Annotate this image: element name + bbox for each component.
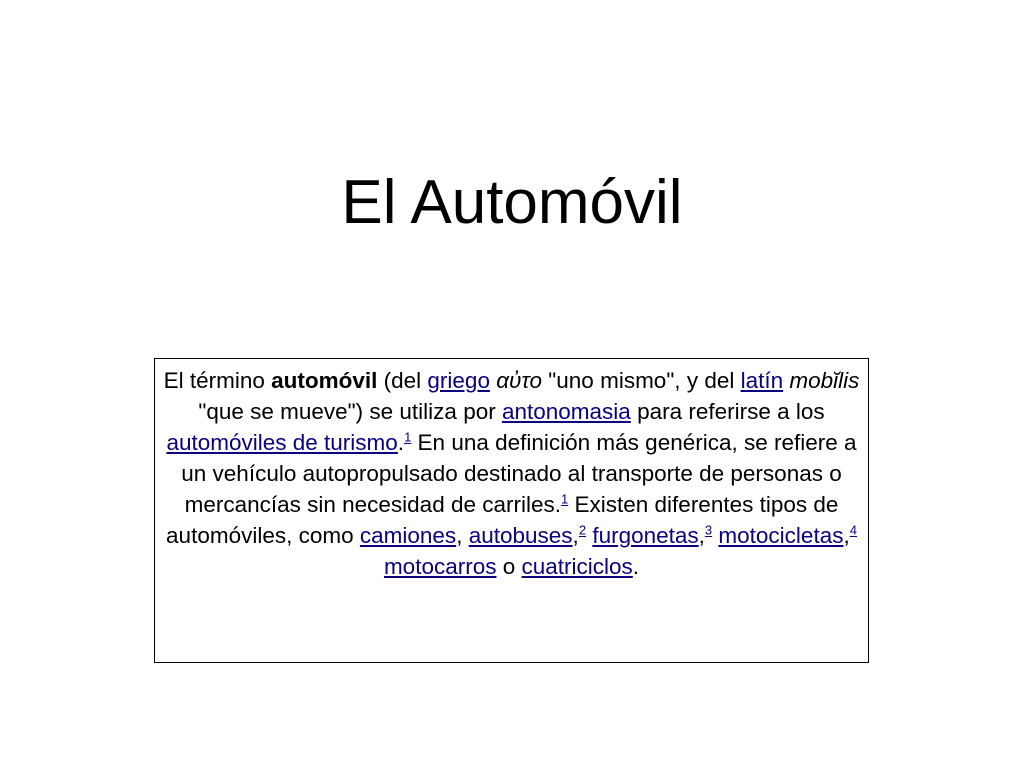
link-antonomasia[interactable]: antonomasia: [501, 399, 631, 424]
reference-3-link[interactable]: 3: [704, 522, 713, 538]
text-segment: ,: [843, 523, 850, 548]
text-segment: ,: [456, 523, 469, 548]
link-latin[interactable]: latín: [740, 368, 784, 393]
text-segment: "que se mueve") se utiliza por: [198, 399, 502, 424]
text-segment: "uno mismo", y del: [542, 368, 741, 393]
greek-word: αὐτο: [496, 368, 543, 393]
slide-title: El Automóvil: [341, 168, 683, 237]
text-segment: El término: [163, 368, 272, 393]
link-motocicletas[interactable]: motocicletas: [718, 523, 844, 548]
link-automoviles-de-turismo[interactable]: automóviles de turismo: [166, 430, 398, 455]
text-segment: En una definición más genérica, se refiere a un vehículo autopropulsado destinado al transporte de personas o mercancías sin necesidad de carriles.: [181, 430, 857, 517]
reference-2: [579, 523, 586, 538]
link-camiones[interactable]: camiones: [359, 523, 457, 548]
reference-4-link[interactable]: 4: [849, 522, 857, 538]
reference-4: [850, 523, 857, 538]
reference-1-link[interactable]: 1: [561, 491, 569, 507]
text-segment: .: [632, 554, 640, 579]
text-segment: Existen diferentes tipos de automóviles, como: [166, 492, 839, 548]
text-segment: ,: [572, 523, 579, 548]
reference-2-link[interactable]: 2: [578, 522, 587, 538]
definition-paragraph: [163, 365, 860, 582]
reference-1-link[interactable]: 1: [404, 429, 412, 445]
link-cuatriciclos[interactable]: cuatriciclos: [521, 554, 633, 579]
latin-word: mobĭlis: [789, 368, 860, 393]
bold-term: automóvil: [271, 368, 378, 393]
text-segment: para referirse a los: [630, 399, 825, 424]
link-furgonetas[interactable]: furgonetas: [592, 523, 699, 548]
text-segment: ,: [698, 523, 705, 548]
text-segment: (del: [377, 368, 428, 393]
definition-text-box: [154, 358, 869, 663]
link-motocarros[interactable]: motocarros: [383, 554, 497, 579]
link-autobuses[interactable]: autobuses: [468, 523, 573, 548]
link-griego[interactable]: griego: [427, 368, 490, 393]
text-segment: o: [496, 554, 522, 579]
text-segment: .: [397, 430, 405, 455]
